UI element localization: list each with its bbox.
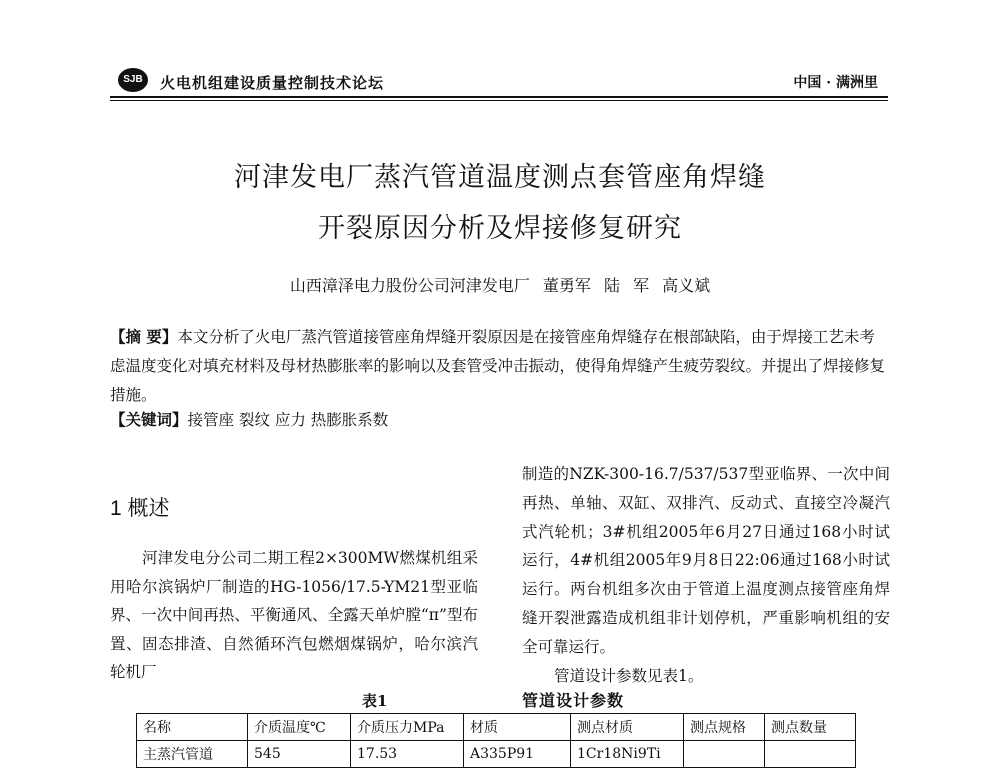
section-heading: 1 概述 — [110, 497, 170, 520]
table-title: 管道设计参数 — [522, 691, 625, 710]
table-row — [137, 741, 856, 768]
header-rule-thin — [110, 100, 888, 101]
table-cell — [765, 741, 856, 768]
table-header-row — [137, 714, 856, 741]
table-cell: 1Cr18Ni9Ti — [571, 741, 684, 768]
abstract — [110, 322, 888, 410]
keywords — [110, 408, 888, 430]
table-cell: 545 — [248, 741, 351, 768]
table-cell: 17.53 — [351, 741, 464, 768]
header-cell: 介质压力MPa — [351, 714, 464, 741]
forum-title: 火电机组建设质量控制技术论坛 — [160, 74, 385, 92]
table-reference-paragraph: 管道设计参数见表1。 — [554, 666, 704, 685]
header-location: 中国 · 满洲里 — [793, 75, 878, 91]
header-cell: 材质 — [464, 714, 571, 741]
header-cell: 测点规格 — [684, 714, 765, 741]
overview-paragraph-left: 河津发电分公司二期工程2×300MW燃煤机组采用哈尔滨锅炉厂制造的HG-1056/17.5-YM21型亚临界、一次中间再热、平衡通风、全露天单炉膛“π”型布置、固态排渣、自然循环汽包燃烟煤锅炉，哈尔滨汽轮机厂 — [110, 549, 478, 681]
authors-line: 山西漳泽电力股份公司河津发电厂 董勇军 陆 军 高义斌 — [289, 276, 711, 295]
page-header — [110, 66, 888, 98]
abstract-text: 本文分析了火电厂蒸汽管道接管座角焊缝开裂原因是在接管座角焊缝存在根部缺陷，由于焊接工艺未考虑温度变化对填充材料及母材热膨胀率的影响以及套管受冲击振动，使得角焊缝产生疲劳裂纹。并提出了焊接修复措施。 — [110, 328, 886, 404]
overview-paragraph-right: 制造的NZK-300-16.7/537/537型亚临界、一次中间再热、单轴、双缸、双排汽、反动式、直接空冷凝汽式汽轮机；3#机组2005年6月27日通过168小时试运行，4#机组2005年9月8日22:06通过168小时试运行。两台机组多次由于管道上温度测点接管座角焊缝开裂泄露造成机组非计划停机，严重影响机组的安全可靠运行。 — [522, 465, 890, 656]
right-column — [522, 460, 890, 690]
table-cell: A335P91 — [464, 741, 571, 768]
keywords-text: 接管座 裂纹 应力 热膨胀系数 — [187, 411, 389, 429]
table-cell: 主蒸汽管道 — [137, 741, 248, 768]
table-number: 表1 — [362, 692, 388, 710]
header-cell: 介质温度℃ — [248, 714, 351, 741]
header-rule-thick — [110, 96, 888, 98]
abstract-label: 【摘 要】 — [110, 327, 178, 346]
header-cell: 名称 — [137, 714, 248, 741]
forum-logo-icon: SJB — [118, 68, 148, 92]
paper-title-line2: 开裂原因分析及焊接修复研究 — [318, 213, 682, 244]
header-cell: 测点数量 — [765, 714, 856, 741]
header-cell: 测点材质 — [571, 714, 684, 741]
paper-title-line1: 河津发电厂蒸汽管道温度测点套管座角焊缝 — [234, 162, 766, 193]
keywords-label: 【关键词】 — [110, 410, 188, 429]
table-cell — [684, 741, 765, 768]
